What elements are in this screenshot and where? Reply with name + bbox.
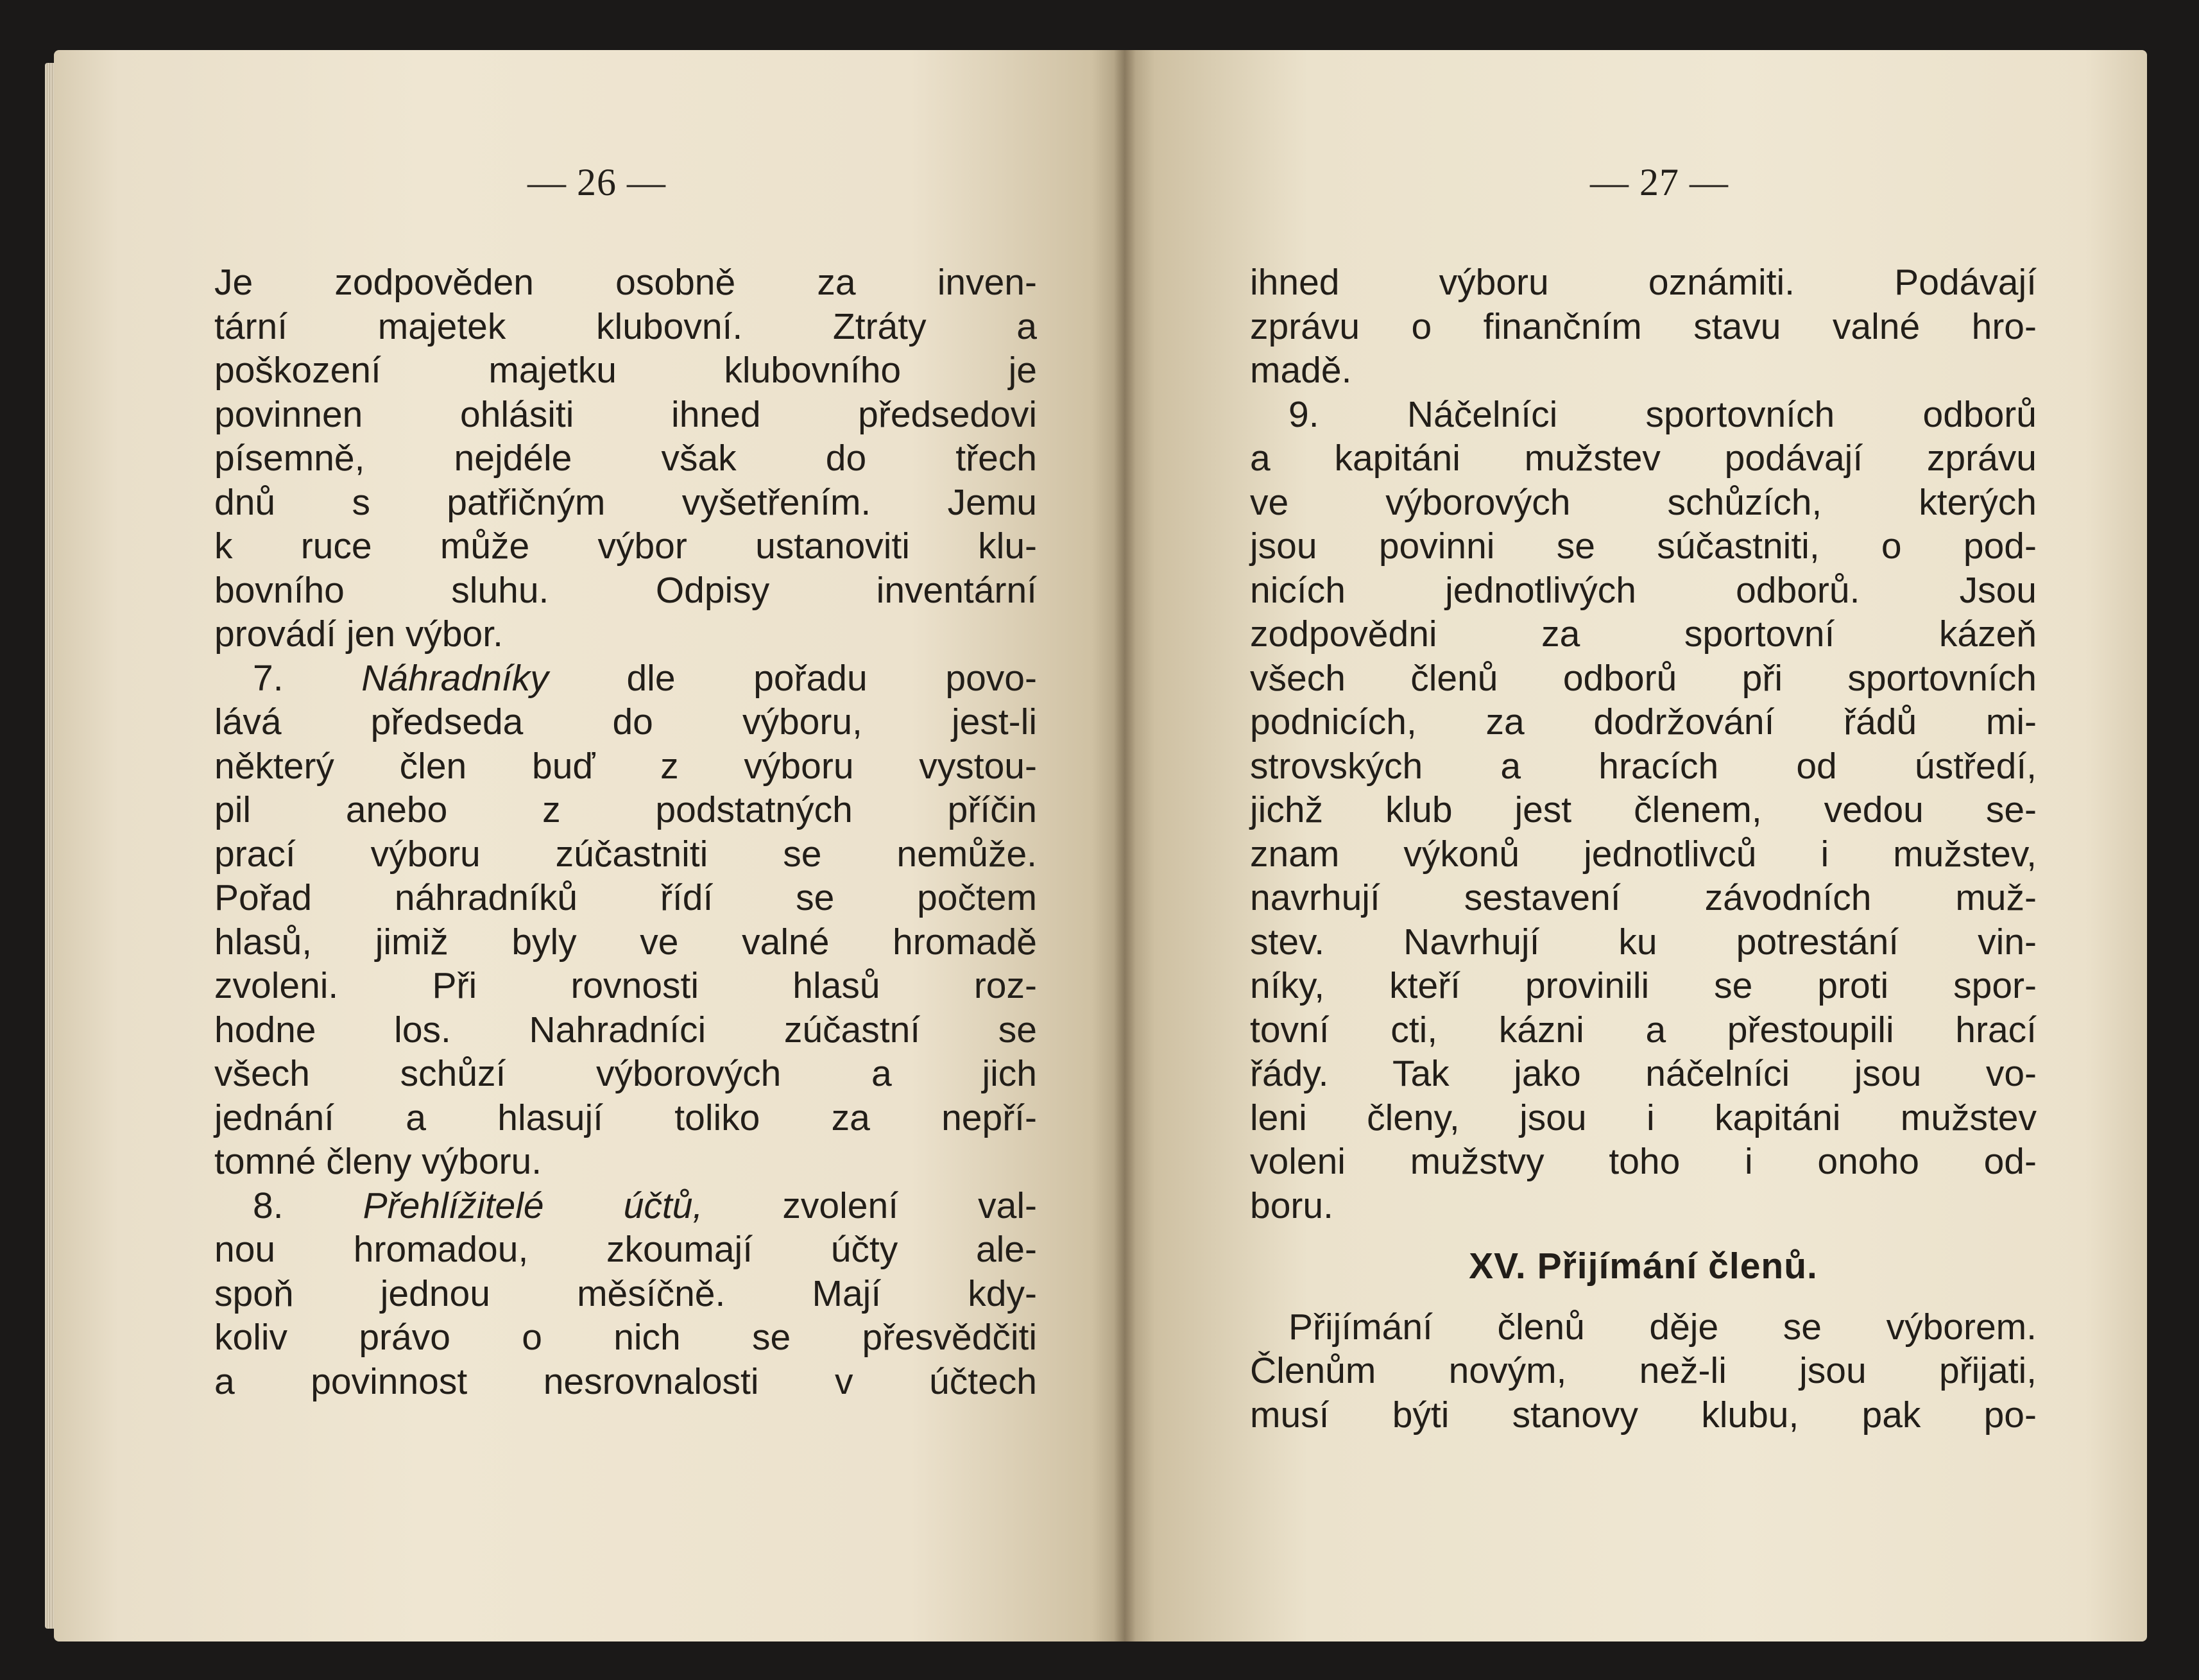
right-page-text [1250, 261, 2037, 1437]
text-line: povinnen ohlásiti ihned předsedovi [214, 393, 1037, 435]
text-line: a povinnost nesrovnalosti v účtech [214, 1360, 1037, 1402]
text-line: Přijímání členů děje se výborem. [1288, 1306, 2037, 1348]
text-line: madě. [1250, 350, 1352, 391]
left-page-number: — 26 — [527, 161, 666, 203]
left-page-text [214, 261, 1037, 1403]
text-line: koliv právo o nich se přesvědčiti [214, 1317, 1037, 1358]
text-line: musí býti stanovy klubu, pak po- [1250, 1394, 2037, 1436]
left-page [54, 50, 1124, 1641]
text-line: tovní cti, kázni a přestoupili hrací [1250, 1009, 2037, 1050]
paragraph-number: 8. [253, 1185, 284, 1226]
book-gutter [1114, 50, 1136, 1641]
text-line: leni členy, jsou i kapitáni mužstev [1250, 1097, 2037, 1138]
text-line: jsou povinni se súčastniti, o pod- [1250, 526, 2037, 567]
text-line: hodne los. Nahradníci zúčastní se [214, 1009, 1037, 1050]
text-line: níky, kteří provinili se proti spor- [1250, 965, 2037, 1006]
paragraph-7-first-line [214, 656, 1037, 701]
paragraph-number: 7. [253, 657, 284, 699]
text-line: poškození majetku klubovního je [214, 350, 1037, 391]
text-line: hlasů, jimiž byly ve valné hromadě [214, 921, 1037, 963]
text-line: tomné členy výboru. [214, 1141, 542, 1182]
text-line: navrhují sestavení závodních muž- [1250, 877, 2037, 918]
text-line: všech členů odborů při sportovních [1250, 657, 2037, 699]
text-line: jichž klub jest členem, vedou se- [1250, 789, 2037, 830]
text-fragment: dle pořadu povo- [626, 657, 1037, 699]
text-line: tární majetek klubovní. Ztráty a [214, 305, 1037, 347]
text-line: Pořad náhradníků řídí se počtem [214, 877, 1037, 918]
text-line: a kapitáni mužstev podávají zprávu [1250, 438, 2037, 479]
text-line: podnicích, za dodržování řádů mi- [1250, 701, 2037, 742]
italic-term: Přehlížitelé účtů, [363, 1185, 703, 1226]
text-line: pil anebo z podstatných příčin [214, 789, 1037, 830]
text-line: řády. Tak jako náčelníci jsou vo- [1250, 1053, 2037, 1094]
text-line: strovských a hracích od ústředí, [1250, 745, 2037, 787]
text-line: nicích jednotlivých odborů. Jsou [1250, 569, 2037, 611]
text-line: nou hromadou, zkoumají účty ale- [214, 1229, 1037, 1270]
text-line: boru. [1250, 1185, 1333, 1226]
text-line: stev. Navrhují ku potrestání vin- [1250, 921, 2037, 963]
text-line: bovního sluhu. Odpisy inventární [214, 569, 1037, 611]
text-line: všech schůzí výborových a jich [214, 1053, 1037, 1094]
text-line: prací výboru zúčastniti se nemůže. [214, 833, 1037, 875]
text-line: zodpovědni za sportovní kázeň [1250, 613, 2037, 655]
text-line: Členům novým, než-li jsou přijati, [1250, 1350, 2037, 1391]
right-page-number: — 27 — [1590, 161, 1729, 203]
text-fragment: zvolení val- [782, 1185, 1037, 1226]
text-line: zvoleni. Při rovnosti hlasů roz- [214, 965, 1037, 1006]
text-line: písemně, nejdéle však do třech [214, 438, 1037, 479]
text-line: spoň jednou měsíčně. Mají kdy- [214, 1273, 1037, 1314]
text-line: ve výborových schůzích, kterých [1250, 481, 2037, 523]
text-line: dnů s patřičným vyšetřením. Jemu [214, 481, 1037, 523]
paragraph-8-first-line [214, 1184, 1037, 1228]
text-line: některý člen buď z výboru vystou- [214, 745, 1037, 787]
text-line: ihned výboru oznámiti. Podávají [1250, 262, 2037, 303]
section-heading: XV. Přijímání členů. [1469, 1246, 1818, 1287]
open-booklet [54, 50, 2147, 1641]
right-page [1124, 50, 2147, 1641]
text-line: lává předseda do výboru, jest-li [214, 701, 1037, 742]
italic-term: Náhradníky [361, 657, 549, 699]
text-line: jednání a hlasují toliko za nepří- [214, 1097, 1037, 1138]
text-line: k ruce může výbor ustanoviti klu- [214, 526, 1037, 567]
text-line: zprávu o finančním stavu valné hro- [1250, 305, 2037, 347]
text-line: 9. Náčelníci sportovních odborů [1288, 393, 2037, 435]
text-line: provádí jen výbor. [214, 613, 503, 655]
text-line: Je zodpověden osobně za inven- [214, 262, 1037, 303]
text-line: voleni mužstvy toho i onoho od- [1250, 1141, 2037, 1182]
text-line: znam výkonů jednotlivců i mužstev, [1250, 833, 2037, 875]
